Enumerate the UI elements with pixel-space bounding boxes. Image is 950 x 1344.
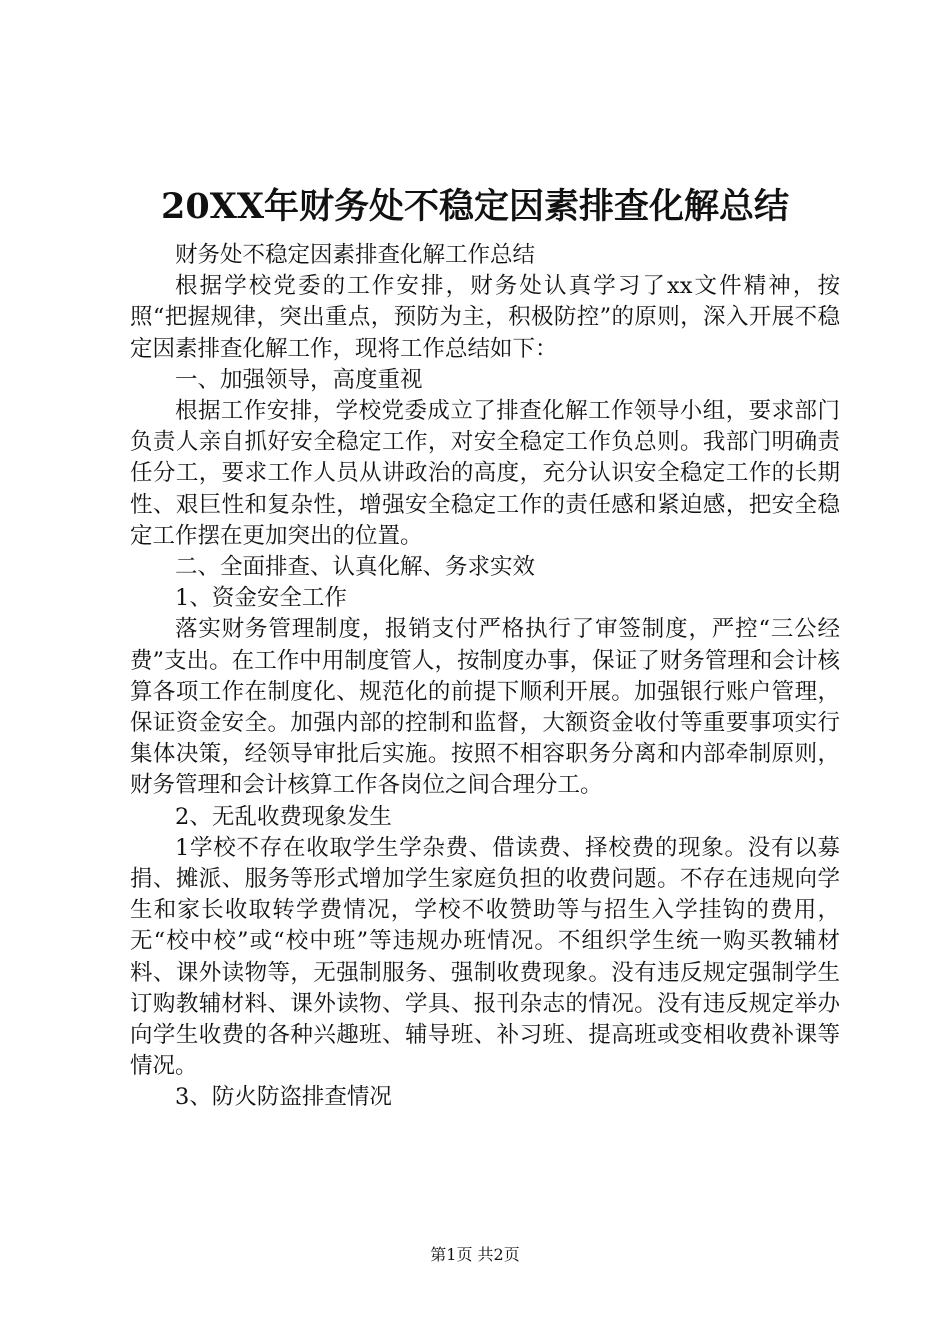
paragraph-no-illegal-fees: 1学校不存在收取学生学杂费、借读费、择校费的现象。没有以募捐、摊派、服务等形式增加学生家庭负担的收费问题。不存在违规向学生和家长收取转学费情况，学校不收赞助等与招生入学挂钩的费用，无“校中校”或“校中班”等违规办班情况。不组织学生统一购买教辅材料、课外读物等，无强制服务、强制收费现象。没有违反规定强制学生订购教辅材料、课外读物、学具、报刊杂志的情况。没有违反规定举办向学生收费的各种兴趣班、辅导班、补习班、提高班或变相收费补课等情况。 [130, 834, 840, 1080]
document-body [130, 240, 840, 1114]
subheading-fire-theft: 3、防火防盗排查情况 [175, 1084, 392, 1111]
page-footer: 第1页 共2页 [430, 1245, 520, 1264]
paragraph-fund-safety: 落实财务管理制度，报销支付严格执行了审签制度，严控“三公经费”支出。在工作中用制度管人，按制度办事，保证了财务管理和会计核算各项工作在制度化、规范化的前提下顺利开展。加强银行账户管理，保证资金安全。加强内部的控制和监督，大额资金收付等重要事项实行集体决策，经领导审批后实施。按照不相容职务分离和内部牵制原则，财务管理和会计核算工作各岗位之间合理分工。 [130, 616, 840, 799]
paragraph-subtitle: 财务处不稳定因素排查化解工作总结 [175, 242, 536, 268]
section-heading-2: 二、全面排查、认真化解、务求实效 [175, 554, 536, 581]
paragraph-leadership: 根据工作安排，学校党委成立了排查化解工作领导小组，要求部门负责人亲自抓好安全稳定工作，对安全稳定工作负总则。我部门明确责任分工，要求工作人员从讲政治的高度，充分认识安全稳定工作的长期性、艰巨性和复杂性，增强安全稳定工作的责任感和紧迫感，把安全稳定工作摆在更加突出的位置。 [130, 398, 840, 549]
document-title: 20XX年财务处不稳定因素排查化解总结 [160, 186, 790, 227]
section-heading-1: 一、加强领导，高度重视 [175, 366, 423, 393]
subheading-no-illegal-fees: 2、无乱收费现象发生 [175, 803, 392, 830]
paragraph-intro: 根据学校党委的工作安排，财务处认真学习了xx文件精神，按照“把握规律，突出重点，预防为主，积极防控”的原则，深入开展不稳定因素排查化解工作，现将工作总结如下： [130, 273, 840, 362]
subheading-fund-safety: 1、资金安全工作 [175, 585, 347, 612]
